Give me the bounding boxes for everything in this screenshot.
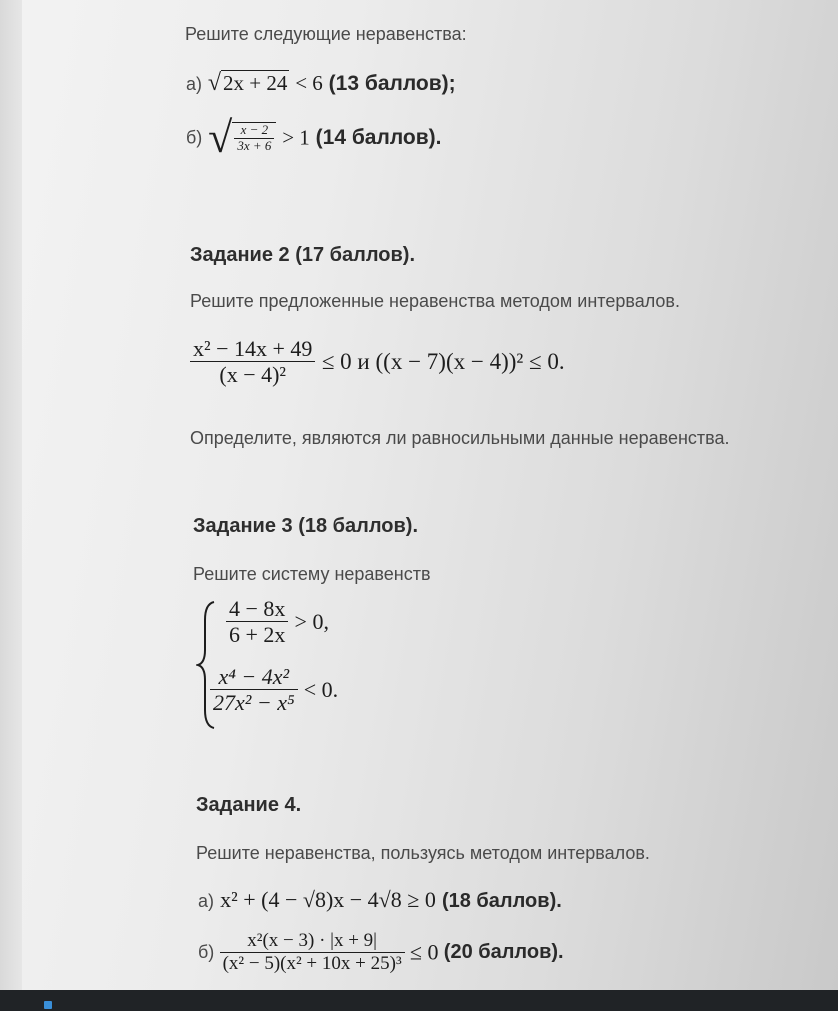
task2-instruction: Решите предложенные неравенства методом интервалов.: [190, 291, 680, 311]
system-line-2: [210, 664, 338, 716]
points: (18 баллов).: [441, 890, 562, 912]
taskbar-app-icon[interactable]: [44, 1001, 52, 1009]
formula-rest: ≤ 0 и ((x − 7)(x − 4))² ≤ 0.: [321, 348, 565, 374]
task1-item-b: [186, 113, 442, 162]
points: (20 баллов).: [443, 940, 564, 963]
relation: < 0.: [303, 676, 339, 702]
item-label: б): [198, 941, 215, 962]
task4-item-a: [198, 887, 562, 913]
task3-instruction: Решите систему неравенств: [193, 564, 431, 584]
fraction-denominator: 6 + 2x: [226, 621, 288, 647]
fraction-numerator: x − 2: [240, 122, 269, 138]
fraction-numerator: x² − 14x + 49: [193, 336, 313, 361]
sqrt-sign: √: [208, 113, 233, 162]
task2-heading: Задание 2 (17 баллов).: [190, 244, 416, 266]
radicand: 2x + 24: [223, 71, 288, 95]
item-label: б): [186, 127, 203, 148]
fraction-denominator: (x − 4)²: [190, 361, 315, 387]
fraction-numerator: x⁴ − 4x²: [218, 664, 290, 689]
window-edge: [0, 0, 22, 990]
item-label: а): [198, 891, 215, 911]
fraction-denominator: 3x + 6: [234, 138, 274, 154]
task4-heading: Задание 4.: [196, 794, 302, 816]
system-line-1: [226, 596, 329, 648]
relation: > 0,: [294, 608, 329, 634]
item-label: а): [186, 74, 203, 94]
task2-formula: [190, 336, 565, 388]
sqrt-sign: √: [207, 70, 222, 96]
task4-item-b: [198, 930, 564, 975]
intro-text: Решите следующие неравенства:: [185, 24, 467, 44]
radicand: [232, 122, 276, 154]
task1-item-a: [186, 70, 456, 97]
fraction-denominator: (x² − 5)(x² + 10x + 25)³: [220, 952, 405, 975]
points: (14 баллов).: [315, 126, 442, 149]
fraction-numerator: 4 − 8x: [229, 596, 286, 621]
inequality: x² + (4 − √8)x − 4√8 ≥ 0: [220, 887, 436, 912]
task3-heading: Задание 3 (18 баллов).: [193, 515, 419, 537]
fraction-numerator: x²(x − 3) · |x + 9|: [247, 930, 377, 951]
fraction-denominator: 27x² − x⁵: [210, 689, 298, 715]
task4-instruction: Решите неравенства, пользуясь методом интервалов.: [196, 843, 650, 863]
relation: > 1: [282, 125, 310, 150]
relation: < 6: [295, 71, 323, 95]
task2-question: Определите, являются ли равносильными данные неравенства.: [190, 428, 730, 448]
taskbar: [0, 990, 838, 1011]
relation: ≤ 0: [409, 939, 439, 965]
points: (13 баллов);: [328, 72, 456, 95]
